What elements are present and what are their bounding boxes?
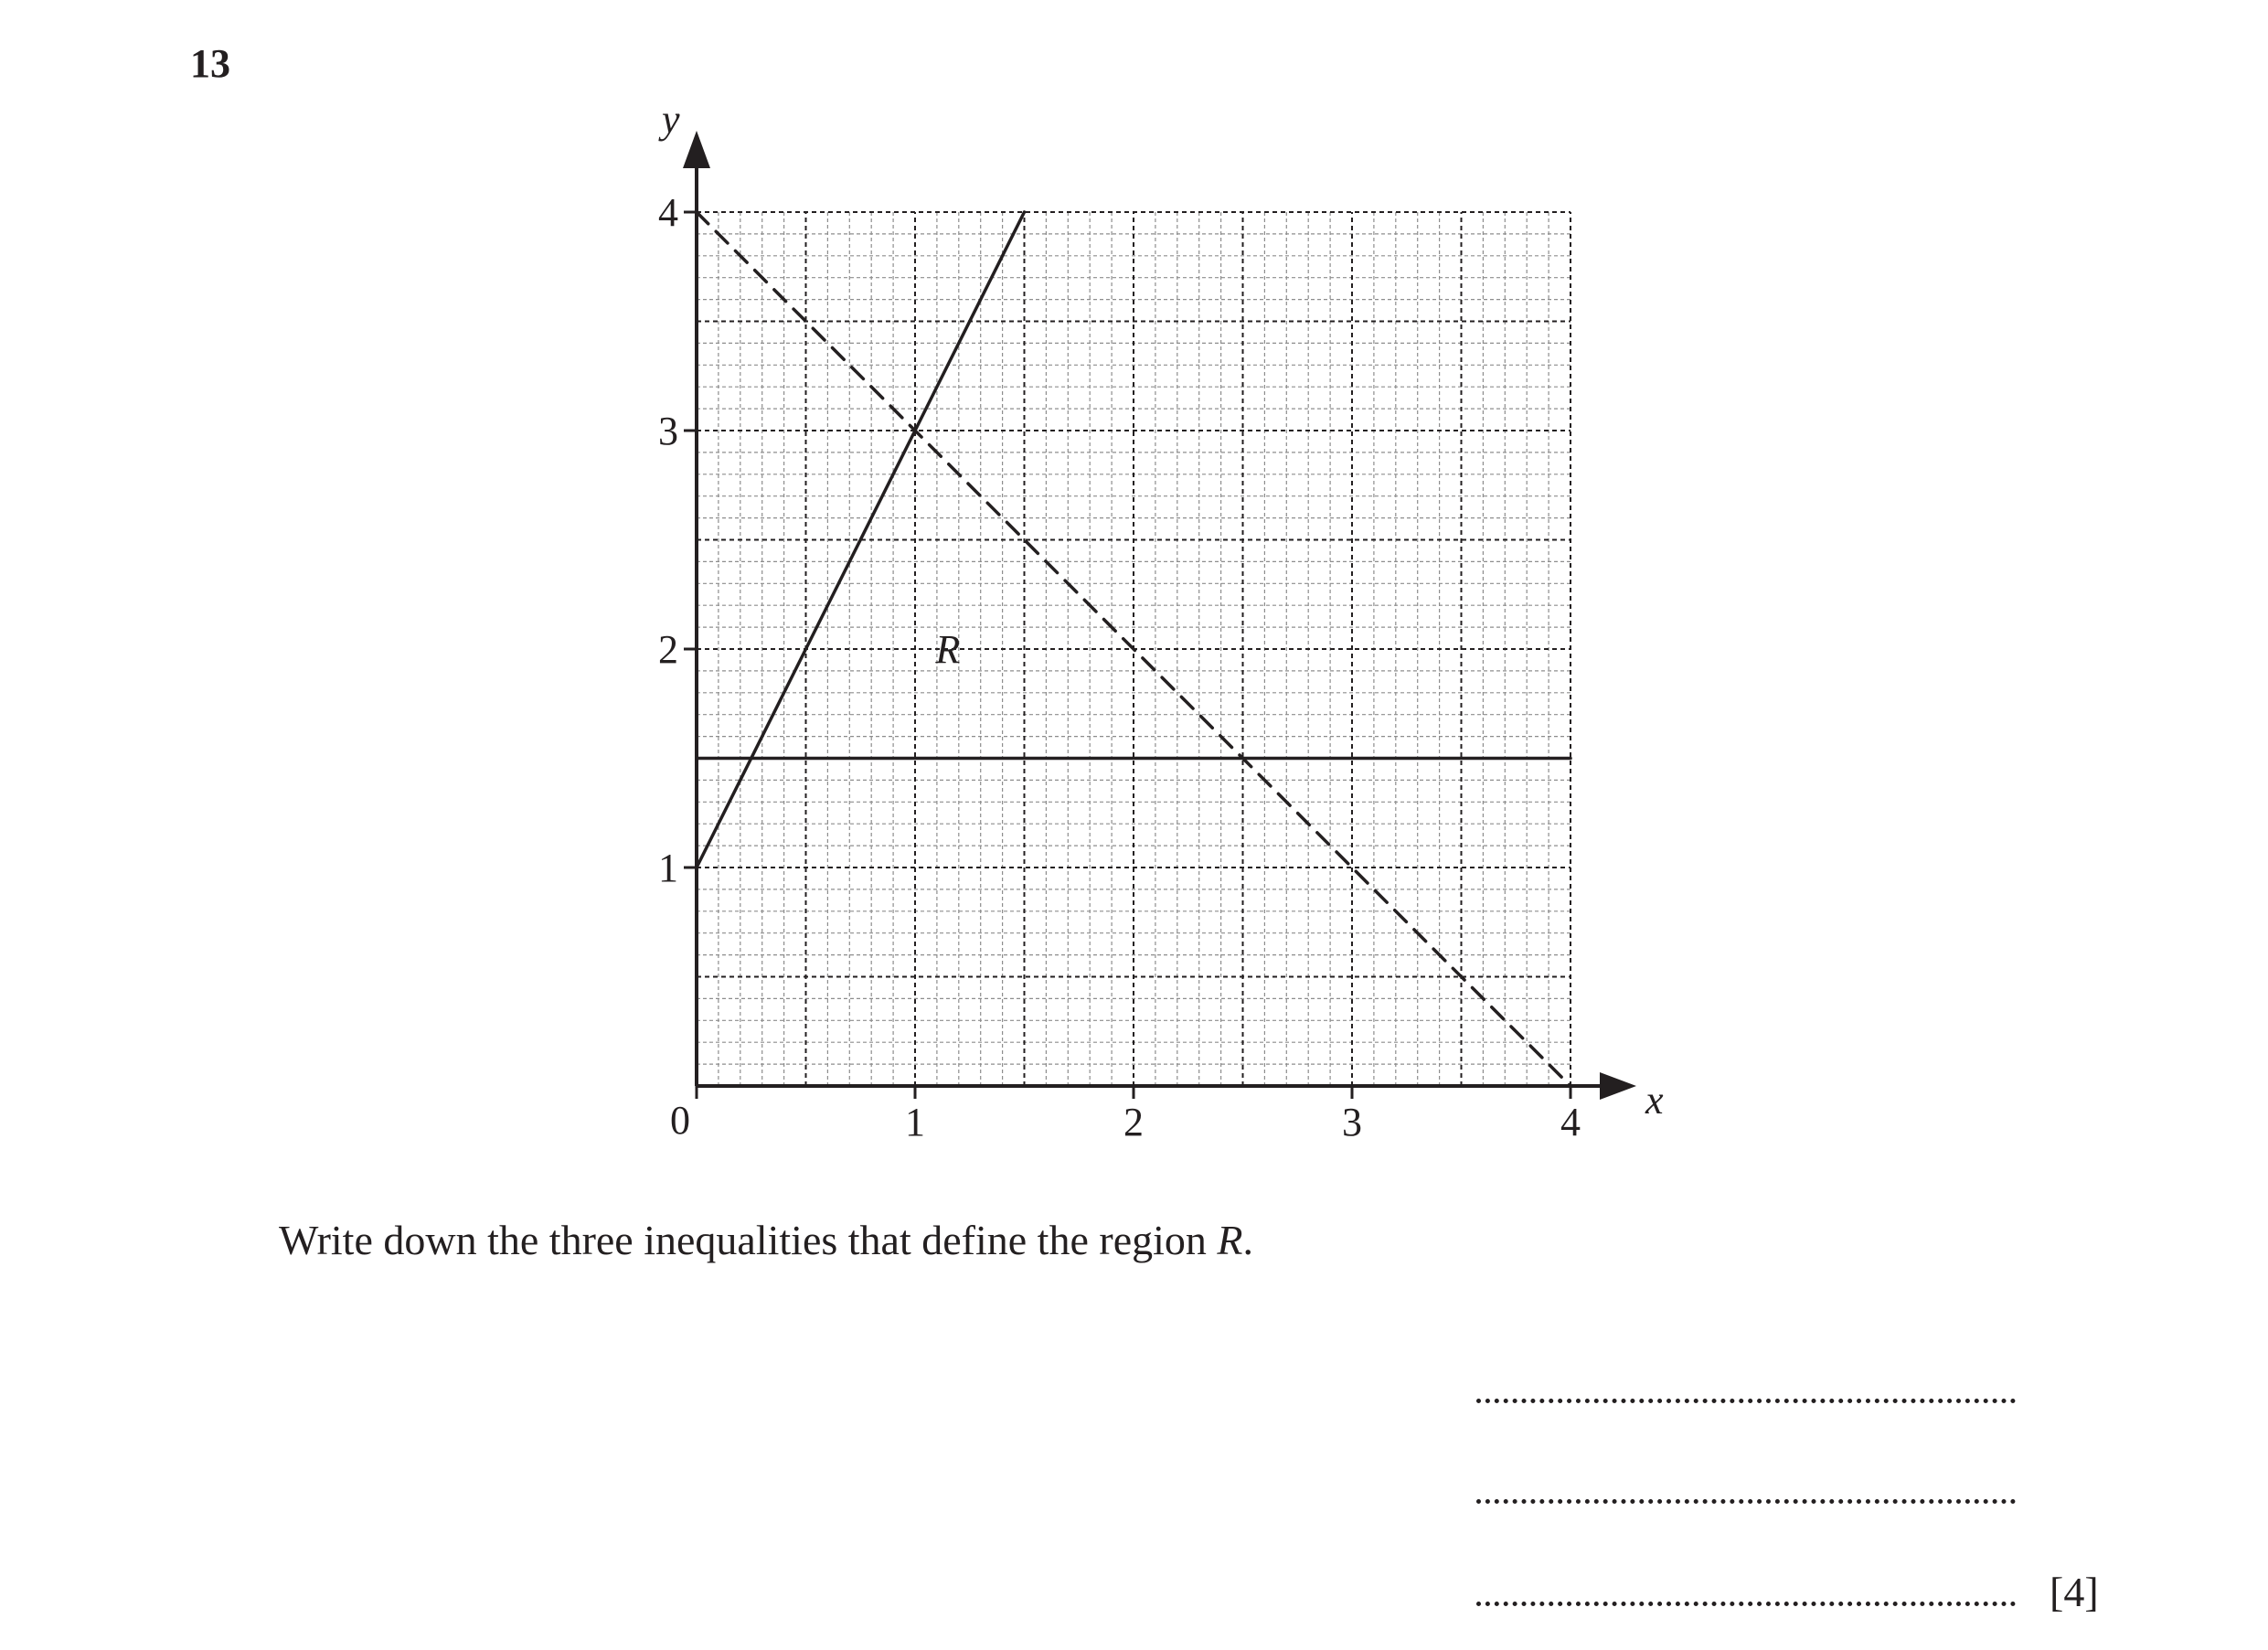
- region-label: R: [935, 627, 961, 672]
- answer-line-1[interactable]: [1476, 1399, 2016, 1403]
- y-tick-label-3: 3: [658, 409, 678, 453]
- x-axis-arrowhead: [1600, 1072, 1636, 1100]
- y-tick-label-4: 4: [658, 190, 678, 235]
- x-tick-label-1: 1: [905, 1100, 925, 1144]
- question-number: 13: [190, 41, 230, 86]
- x-tick-label-2: 2: [1123, 1100, 1144, 1144]
- axis-ticks: [684, 212, 1571, 1099]
- marks-label: [4]: [2050, 1569, 2099, 1615]
- answer-line-3[interactable]: [1476, 1602, 2016, 1606]
- answer-line-2[interactable]: [1476, 1499, 2016, 1504]
- instruction-region-name: R: [1217, 1217, 1243, 1263]
- y-axis-arrowhead: [683, 131, 710, 168]
- y-tick-label-1: 1: [658, 846, 678, 890]
- instruction-text: Write down the three inequalities that define the region: [279, 1217, 1218, 1263]
- origin-label: 0: [670, 1098, 690, 1143]
- instruction-end: .: [1242, 1217, 1254, 1263]
- y-tick-label-2: 2: [658, 627, 678, 672]
- x-axis-label: x: [1645, 1078, 1664, 1123]
- question-instruction: [279, 1216, 1253, 1264]
- solid-line-y-equals-2x-plus-1: [697, 212, 1025, 868]
- y-axis-label: y: [662, 97, 680, 142]
- x-tick-label-3: 3: [1342, 1100, 1362, 1144]
- x-tick-label-4: 4: [1560, 1100, 1581, 1144]
